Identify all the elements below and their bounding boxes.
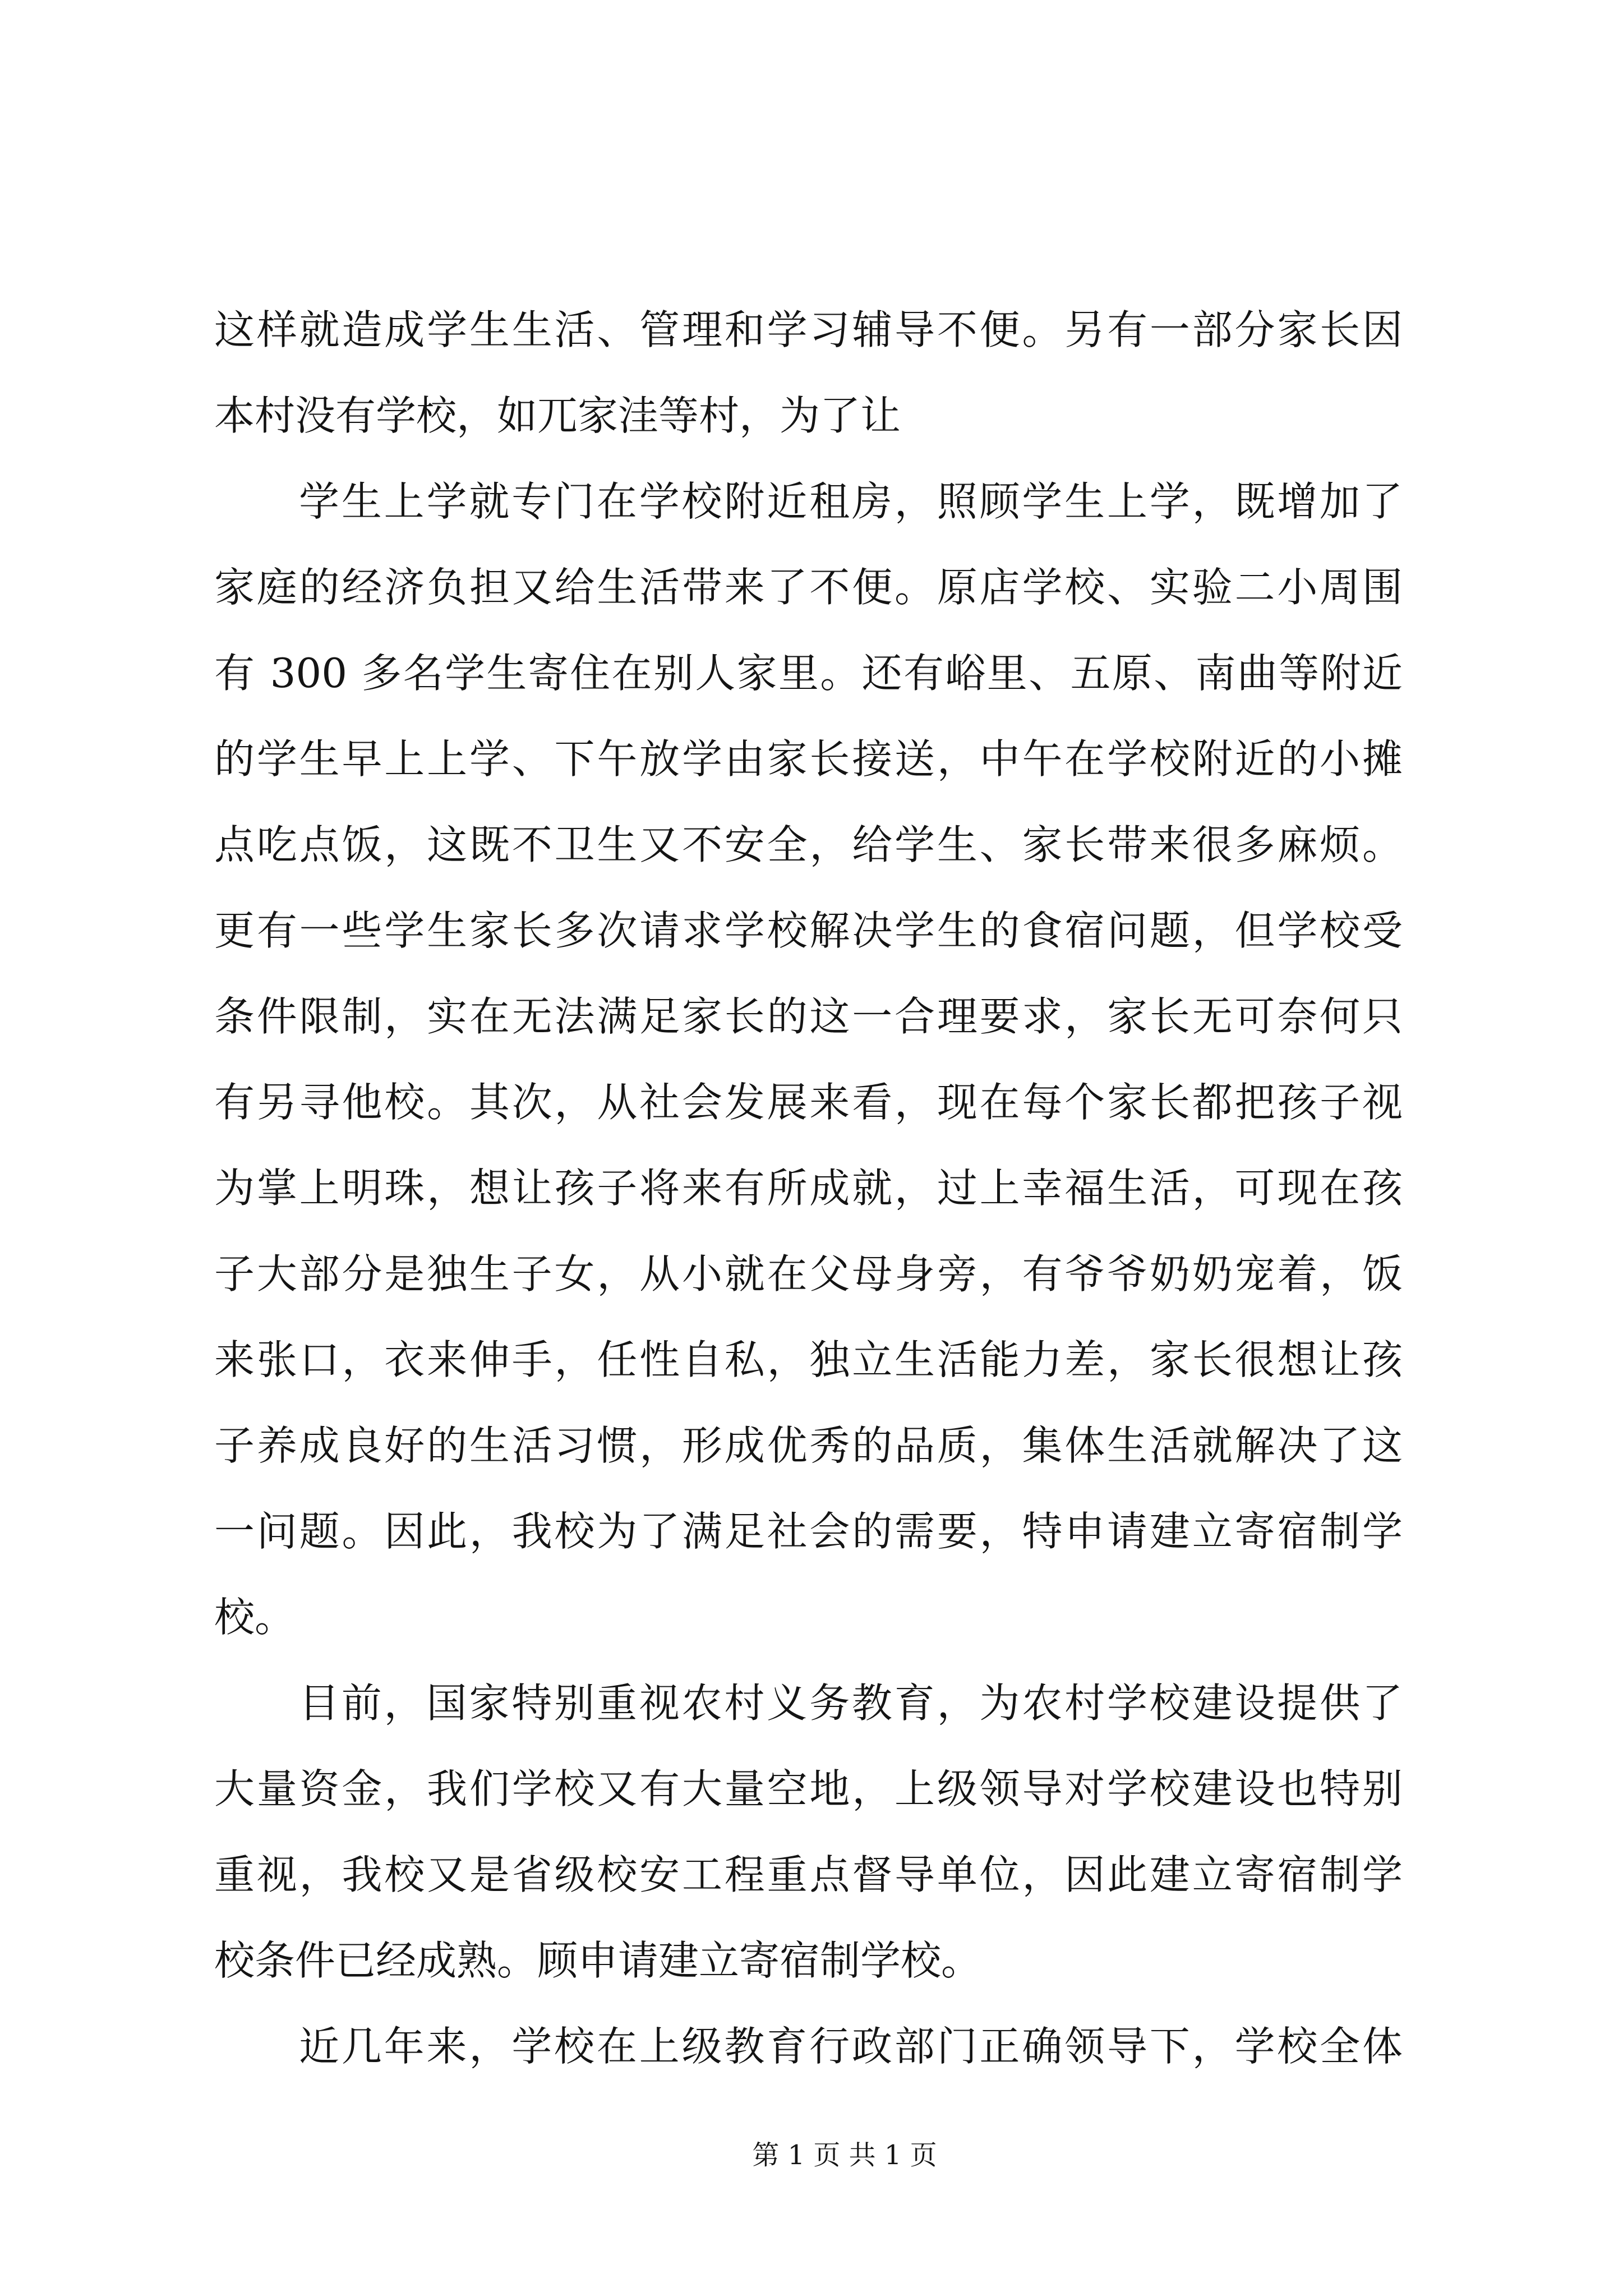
page-footer [732,2137,957,2173]
page-number-label: 第 1 页 共 1 页 [752,2139,937,2171]
text-line: 的学生早上上学、下午放学由家长接送，中午在学校附近的小摊 [214,735,1403,783]
text-line: 家庭的经济负担又给生活带来了不便。原店学校、实验二小周围 [214,564,1403,611]
text-line: 校。 [214,1594,296,1641]
text-line: 子大部分是独生子女，从小就在父母身旁，有爷爷奶奶宠着，饭 [214,1250,1403,1297]
text-line: 近几年来，学校在上级教育行政部门正确领导下，学校全体 [299,2023,1403,2070]
text-line: 重视，我校又是省级校安工程重点督导单位，因此建立寄宿制学 [214,1851,1403,1898]
text-line: 目前，国家特别重视农村义务教育，为农村学校建设提供了 [299,1680,1403,1727]
text-line: 为掌上明珠，想让孩子将来有所成就，过上幸福生活，可现在孩 [214,1165,1403,1212]
text-line: 一问题。因此，我校为了满足社会的需要，特申请建立寄宿制学 [214,1508,1403,1555]
paragraph [214,2004,1403,2090]
paragraph [214,1660,1403,2004]
text-line: 子养成良好的生活习惯，形成优秀的品质，集体生活就解决了这 [214,1422,1403,1469]
text-line: 学生上学就专门在学校附近租房，照顾学生上学，既增加了 [299,478,1403,525]
text-line: 点吃点饭，这既不卫生又不安全，给学生、家长带来很多麻烦。 [214,821,1403,868]
text-line: 有另寻他校。其次，从社会发展来看，现在每个家长都把孩子视 [214,1079,1403,1126]
text-line: 有 300 多名学生寄住在别人家里。还有峪里、五原、南曲等附近 [214,650,1403,697]
paragraph [214,459,1403,1660]
text-line: 这样就造成学生生活、管理和学习辅导不便。另有一部分家长因 [214,306,1403,353]
text-line: 校条件已经成熟。顾申请建立寄宿制学校。 [214,1937,982,1984]
text-line: 本村没有学校，如兀家洼等村，为了让 [214,392,901,439]
text-line: 来张口，衣来伸手，任性自私，独立生活能力差，家长很想让孩 [214,1336,1403,1383]
text-line: 更有一些学生家长多次请求学校解决学生的食宿问题，但学校受 [214,907,1403,954]
text-line: 条件限制，实在无法满足家长的这一合理要求，家长无可奈何只 [214,993,1403,1040]
text-line: 大量资金，我们学校又有大量空地，上级领导对学校建设也特别 [214,1765,1403,1812]
paragraph [214,287,1403,459]
document-body [214,287,1403,2090]
